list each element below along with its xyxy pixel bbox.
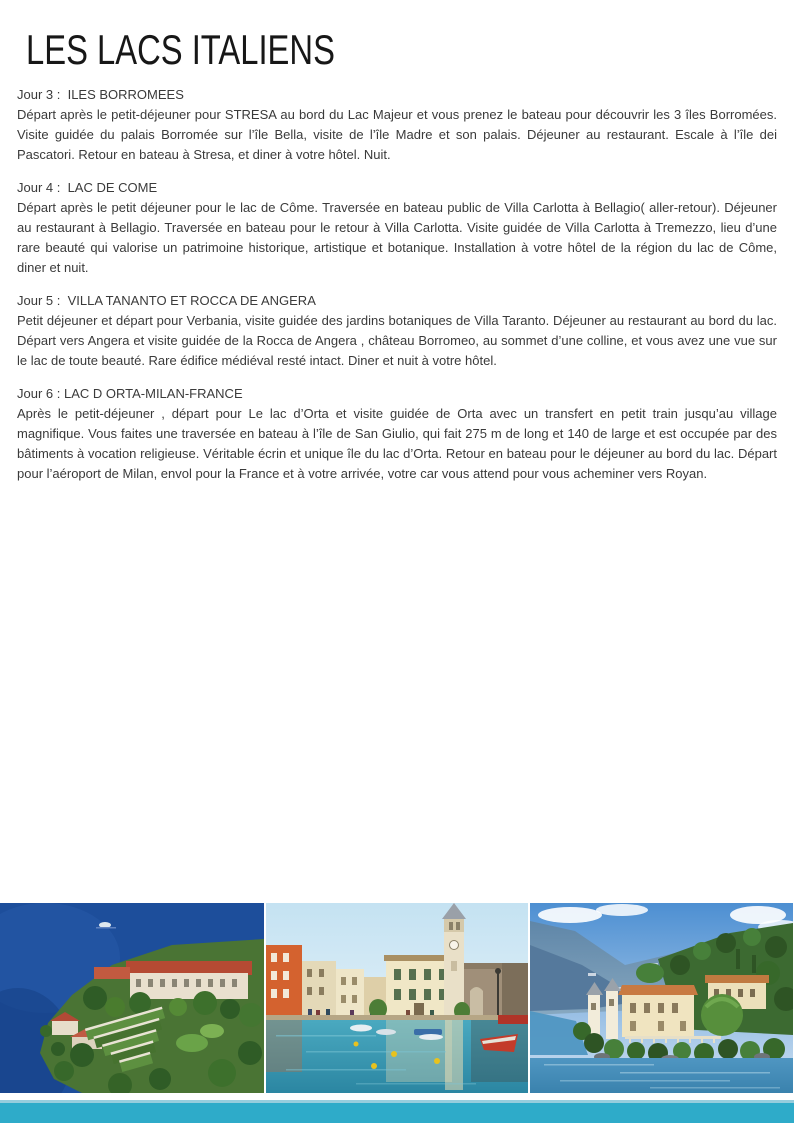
section-jour-5 — [17, 291, 777, 371]
itinerary-text — [17, 78, 777, 484]
section-jour-3 — [17, 85, 777, 165]
section-jour-6 — [17, 384, 777, 484]
footer-bar — [0, 1100, 794, 1123]
page-title: LES LACS ITALIENS — [26, 26, 335, 73]
section-body: Départ après le petit déjeuner pour le lac de Côme. Traversée en bateau public de Villa Carlotta à Bellagio( aller-retour). Déjeuner au restaurant à Bellagio. Traversée en bateau pour le retour à Villa Carlotta. Visite guidée de Villa Carlotta à Tremezzo, lieu d’une rare beauté qui valorise un patrimoine historique, artistique et botanique. Installation à votre hôtel de la région du lac de Côme, diner et nuit. — [17, 200, 777, 275]
lakeside-town-harbor-photo — [266, 903, 528, 1093]
section-heading: Jour 3 : ILES BORROMEES — [17, 87, 184, 102]
section-body: Départ après le petit-déjeuner pour STRESA au bord du Lac Majeur et vous prenez le bateau pour découvrir les 3 îles Borromées. Visite guidée du palais Borromée sur l’île Bella, visite de l’île Madre et son palais. Déjeuner au restaurant. Escale à l’île dei Pascatori. Retour en bateau à Stresa, et diner à votre hôtel. Nuit. — [17, 107, 777, 162]
lake-como-villa-photo — [530, 903, 793, 1093]
section-body: Après le petit-déjeuner , départ pour Le lac d’Orta et visite guidée de Orta avec un transfert en petit train jusqu’au village magnifique. Vous faites une traversée en bateau à l’île de San Giulio, qui fait 275 m de long et 140 de large et est occupée par des bâtiments à vocation religieuse. Véritable écrin et unique île du lac d’Orta. Retour en bateau pour le déjeuner au bord du lac. Départ pour l’aéroport de Milan, envol pour la France et à votre arrivée, votre car vous attend pour vous acheminer vers Royan. — [17, 406, 777, 481]
photo-strip — [0, 903, 794, 1093]
section-heading: Jour 5 : VILLA TANANTO ET ROCCA DE ANGERA — [17, 293, 316, 308]
section-jour-4 — [17, 178, 777, 278]
isola-bella-aerial-photo — [0, 903, 264, 1093]
section-heading: Jour 6 : LAC D ORTA-MILAN-FRANCE — [17, 386, 243, 401]
section-body: Petit déjeuner et départ pour Verbania, visite guidée des jardins botaniques de Villa Taranto. Déjeuner au restaurant au bord du lac. Départ vers Angera et visite guidée de la Rocca de Angera , château Borromeo, au sommet d’une colline, et vous avez une vue sur le lac de toute beauté. Rare édifice médiéval resté intact. Diner et nuit à votre hôtel. — [17, 313, 777, 368]
section-heading: Jour 4 : LAC DE COME — [17, 180, 158, 195]
